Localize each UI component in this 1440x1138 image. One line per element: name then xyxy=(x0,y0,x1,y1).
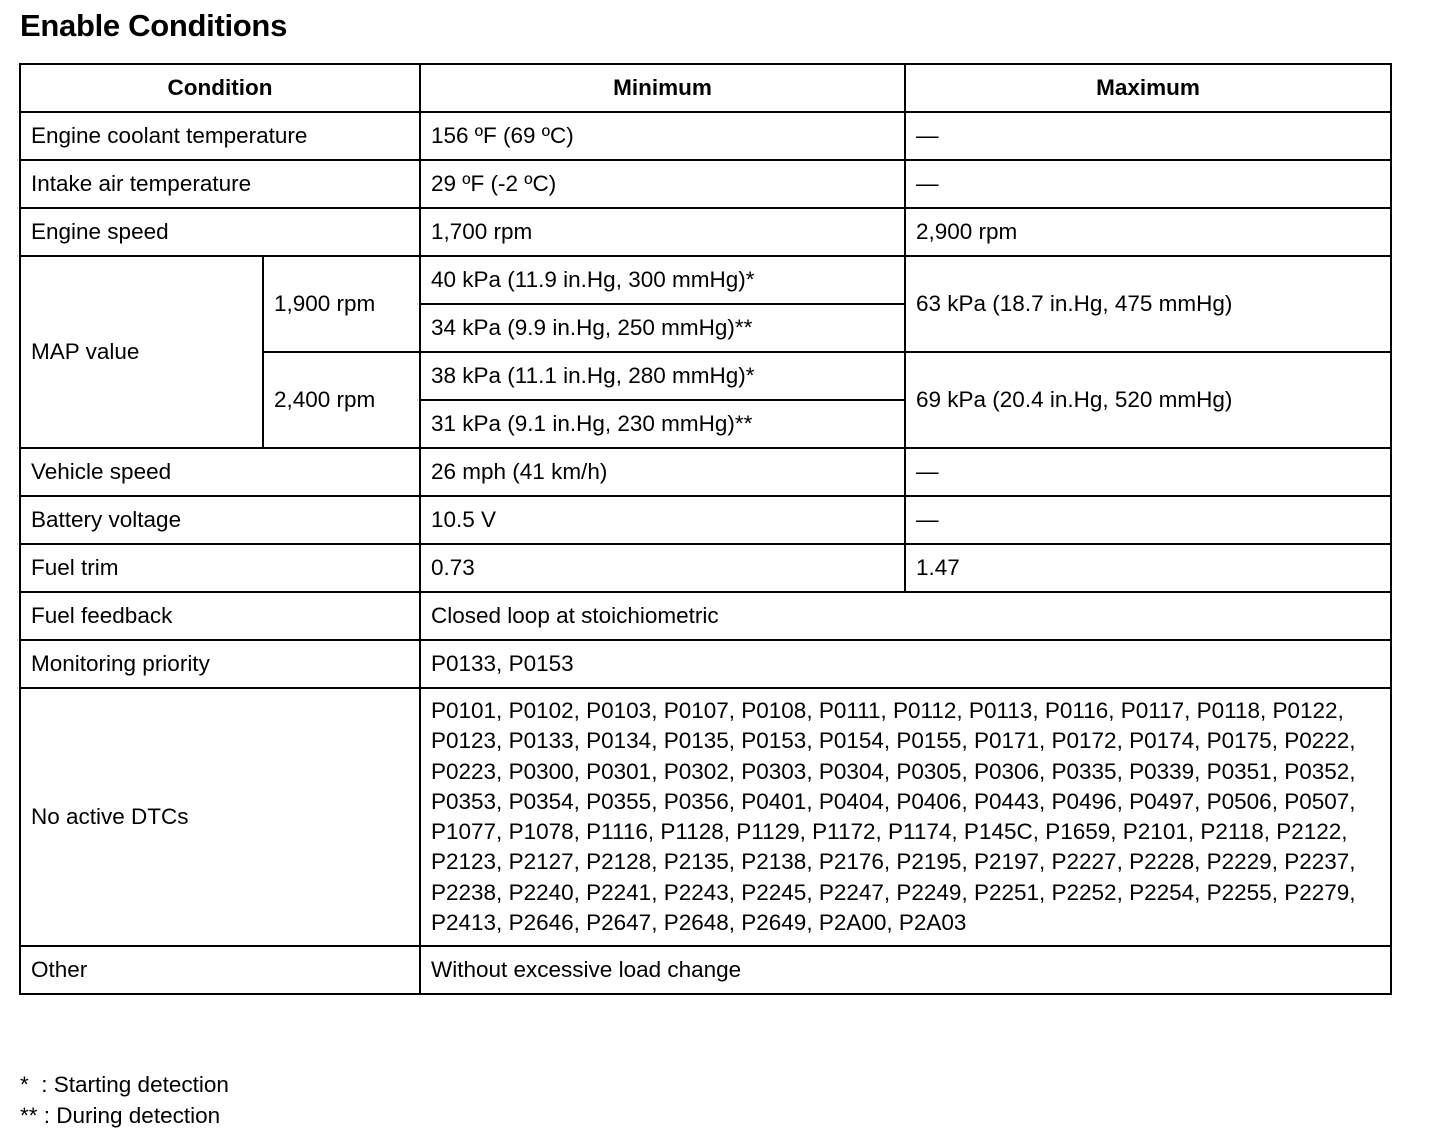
cell-maximum: — xyxy=(905,160,1391,208)
cell-value: Without excessive load change xyxy=(420,946,1391,994)
header-condition: Condition xyxy=(20,64,420,112)
cell-condition-map: MAP value xyxy=(20,256,263,448)
cell-value: Closed loop at stoichiometric xyxy=(420,592,1391,640)
footnote-during-detection: ** : During detection xyxy=(20,1103,221,1128)
row-no-active-dtcs xyxy=(20,688,1391,946)
row-battery-voltage xyxy=(20,496,1391,544)
cell-map-rpm-2400: 2,400 rpm xyxy=(263,352,420,448)
cell-minimum: 1,700 rpm xyxy=(420,208,905,256)
cell-condition: Fuel trim xyxy=(20,544,420,592)
footnote-starting-detection: * : Starting detection xyxy=(20,1072,229,1097)
cell-maximum: — xyxy=(905,496,1391,544)
enable-conditions-table xyxy=(19,63,1392,995)
cell-map-rpm-1900: 1,900 rpm xyxy=(263,256,420,352)
cell-maximum: 1.47 xyxy=(905,544,1391,592)
row-engine-coolant xyxy=(20,112,1391,160)
row-other xyxy=(20,946,1391,994)
cell-condition: No active DTCs xyxy=(20,688,420,946)
footnotes xyxy=(20,1069,229,1131)
cell-condition: Vehicle speed xyxy=(20,448,420,496)
row-fuel-feedback xyxy=(20,592,1391,640)
cell-dtc-list: P0101, P0102, P0103, P0107, P0108, P0111, P0112, P0113, P0116, P0117, P0118, P0122, P0123, P0133, P0134, P0135, P0153, P0154, P0155, P0171, P0172, P0174, P0175, P0222, P0223, P0300, P0301, P0302, P0303, P0304, P0305, P0306, P0335, P0339, P0351, P0352, P0353, P0354, P0355, P0356, P0401, P0404, P0406, P0443, P0496, P0497, P0506, P0507, P1077, P1078, P1116, P1128, P1129, P1172, P1174, P145C, P1659, P2101, P2118, P2122, P2123, P2127, P2128, P2135, P2138, P2176, P2195, P2197, P2227, P2228, P2229, P2237, P2238, P2240, P2241, P2243, P2245, P2247, P2249, P2251, P2252, P2254, P2255, P2279, P2413, P2646, P2647, P2648, P2649, P2A00, P2A03 xyxy=(420,688,1391,946)
row-vehicle-speed xyxy=(20,448,1391,496)
cell-condition: Engine speed xyxy=(20,208,420,256)
cell-minimum: 0.73 xyxy=(420,544,905,592)
cell-value: P0133, P0153 xyxy=(420,640,1391,688)
header-minimum: Minimum xyxy=(420,64,905,112)
cell-minimum: 38 kPa (11.1 in.Hg, 280 mmHg)* xyxy=(420,352,905,400)
cell-maximum: 69 kPa (20.4 in.Hg, 520 mmHg) xyxy=(905,352,1391,448)
header-maximum: Maximum xyxy=(905,64,1391,112)
row-intake-air xyxy=(20,160,1391,208)
cell-maximum: — xyxy=(905,448,1391,496)
cell-condition: Engine coolant temperature xyxy=(20,112,420,160)
cell-condition: Battery voltage xyxy=(20,496,420,544)
cell-condition: Other xyxy=(20,946,420,994)
cell-condition: Fuel feedback xyxy=(20,592,420,640)
row-engine-speed xyxy=(20,208,1391,256)
cell-minimum: 34 kPa (9.9 in.Hg, 250 mmHg)** xyxy=(420,304,905,352)
cell-minimum: 156 ºF (69 ºC) xyxy=(420,112,905,160)
cell-minimum: 29 ºF (-2 ºC) xyxy=(420,160,905,208)
row-monitoring-priority xyxy=(20,640,1391,688)
cell-minimum: 40 kPa (11.9 in.Hg, 300 mmHg)* xyxy=(420,256,905,304)
cell-maximum: — xyxy=(905,112,1391,160)
cell-minimum: 26 mph (41 km/h) xyxy=(420,448,905,496)
cell-minimum: 10.5 V xyxy=(420,496,905,544)
row-map-1900-start xyxy=(20,256,1391,304)
cell-condition: Monitoring priority xyxy=(20,640,420,688)
cell-maximum: 2,900 rpm xyxy=(905,208,1391,256)
cell-condition: Intake air temperature xyxy=(20,160,420,208)
row-fuel-trim xyxy=(20,544,1391,592)
cell-minimum: 31 kPa (9.1 in.Hg, 230 mmHg)** xyxy=(420,400,905,448)
page-title: Enable Conditions xyxy=(20,8,288,43)
table-header-row xyxy=(20,64,1391,112)
cell-maximum: 63 kPa (18.7 in.Hg, 475 mmHg) xyxy=(905,256,1391,352)
